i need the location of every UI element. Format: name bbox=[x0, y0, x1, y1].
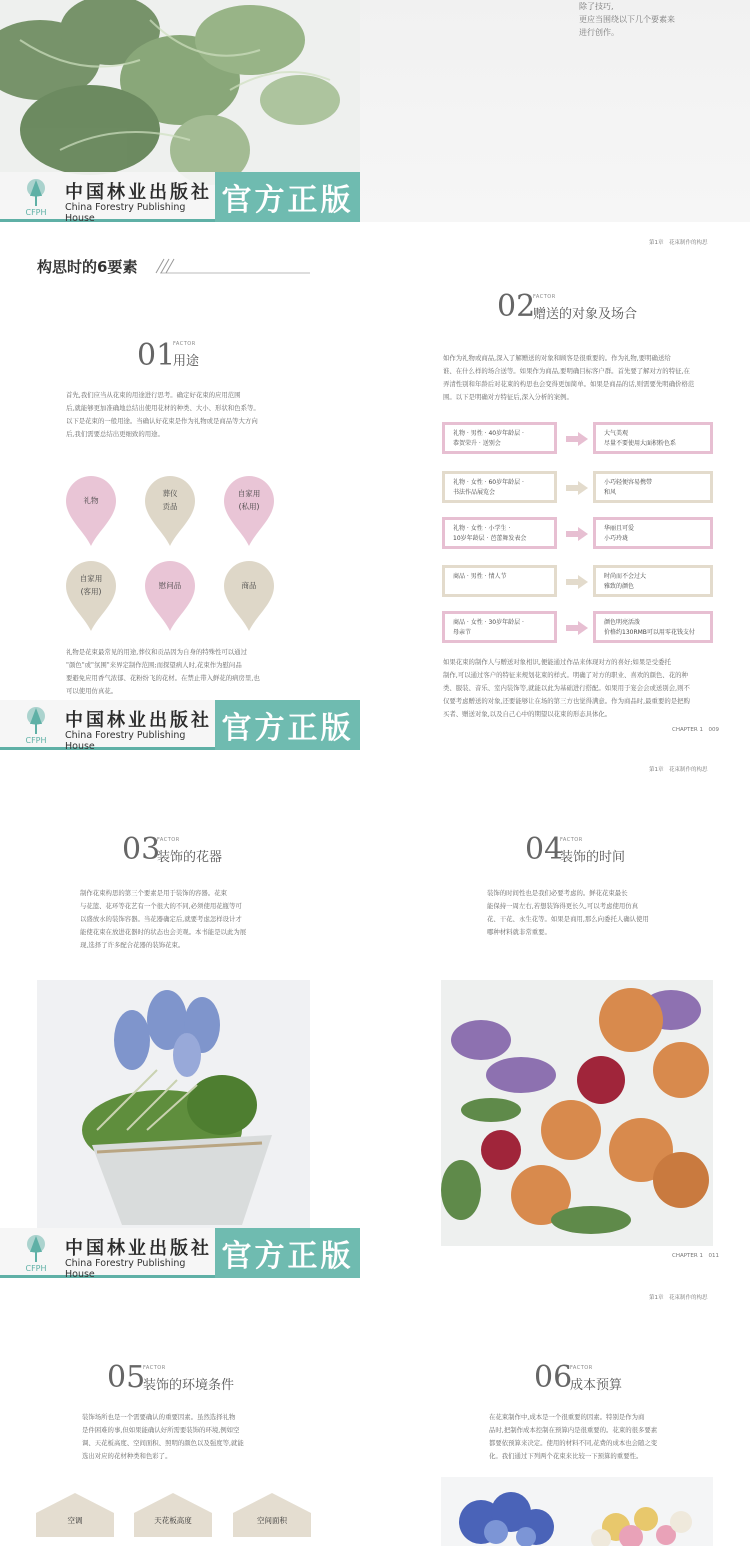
arrow-right-icon bbox=[566, 526, 588, 540]
factor-title: 用途 bbox=[173, 354, 200, 369]
flow-condition-box bbox=[442, 611, 557, 643]
publisher-panel bbox=[0, 1228, 215, 1278]
intro-note-line: 更应当围绕以下几个要素来 bbox=[579, 15, 675, 24]
environment-house bbox=[36, 1493, 114, 1537]
factor-label: FACTOR bbox=[533, 294, 556, 300]
factor-number: 05 bbox=[107, 1360, 146, 1395]
factor-number: 04 bbox=[525, 832, 564, 867]
pin-shape-icon bbox=[224, 561, 274, 633]
publisher-en-name: China Forestry Publishing House bbox=[65, 1258, 186, 1280]
flow-text: 大气美观 bbox=[604, 430, 629, 437]
page-header: 第1章 花束制作的构思 bbox=[649, 240, 708, 246]
usage-pin bbox=[145, 561, 195, 633]
arrow-right-icon bbox=[566, 480, 588, 494]
chapter-footer: CHAPTER 1 011 bbox=[672, 1253, 719, 1259]
watermark-banner bbox=[0, 1228, 360, 1278]
watermark-banner bbox=[0, 172, 360, 222]
text-line: 与花篮、花环等花艺有一个很大的不同,必须使用花瓶等可 bbox=[80, 902, 242, 910]
text-line: 如果花束的制作人与赠送对象相识,便能通过作品来体现对方的喜好;如果是受委托 bbox=[443, 658, 671, 666]
flow-condition-box bbox=[442, 422, 557, 454]
intro-note-line: 进行创作。 bbox=[579, 28, 619, 37]
factor-label: FACTOR bbox=[157, 837, 180, 843]
factor-title: 装饰的时间 bbox=[560, 850, 626, 865]
arrow-right-icon bbox=[566, 574, 588, 588]
text-line: 品时,把制作成本控制在预算内是很重要的。花束的很多要素 bbox=[489, 1426, 658, 1434]
official-badge bbox=[215, 1228, 360, 1278]
publisher-cn-name: 中国林业出版社 bbox=[65, 710, 212, 731]
factor-title: 装饰的花器 bbox=[157, 850, 223, 865]
pin-label: (私用) bbox=[238, 502, 260, 511]
bouquet-comparison-photo bbox=[441, 1477, 713, 1546]
factor-body-2 bbox=[443, 656, 718, 721]
text-line: 可以使用仿真花。 bbox=[66, 687, 118, 695]
watermark-banner bbox=[0, 700, 360, 750]
flow-text: 小巧轻便容易携带 bbox=[604, 479, 653, 486]
text-line: 现,选择了许多配合花器的装饰花束。 bbox=[80, 941, 185, 949]
usage-pin bbox=[224, 476, 274, 548]
factor-number: 03 bbox=[122, 832, 161, 867]
text-line: 制作,可以通过客户的特征来规划花束的样式。明确了对方的职业、喜欢的颜色、花的种 bbox=[443, 671, 688, 679]
flow-text: 母亲节 bbox=[453, 629, 472, 636]
text-line: 首先,我们应当从花束的用途进行思考。确定好花束的应用范围 bbox=[66, 391, 241, 399]
page-header: 第1章 花束制作的构思 bbox=[649, 1295, 708, 1301]
pin-label: 礼物 bbox=[83, 495, 99, 505]
publisher-logo-icon bbox=[16, 1232, 56, 1274]
flow-condition-box bbox=[442, 471, 557, 503]
factor-label: FACTOR bbox=[570, 1365, 593, 1371]
flow-condition-box bbox=[442, 565, 557, 597]
pin-label: 自家用 bbox=[237, 489, 261, 498]
factor-number: 06 bbox=[534, 1360, 573, 1395]
flow-text: 雅致的颜色 bbox=[604, 583, 635, 590]
text-line: 化。我们通过下列两个花束来比较一下预算的重要性。 bbox=[489, 1452, 643, 1460]
factor-number: 01 bbox=[137, 338, 176, 373]
publisher-panel bbox=[0, 700, 215, 750]
flow-text: 礼物 · 女性 · 小学生 · bbox=[453, 525, 511, 532]
factor-label: FACTOR bbox=[173, 341, 196, 347]
official-label: 官方正版 bbox=[221, 711, 354, 746]
publisher-logo-icon bbox=[16, 704, 56, 746]
text-line: "颜色"或"氛围"来界定制作范围;而探望病人时,花束作为慰问品 bbox=[66, 661, 242, 669]
flow-condition-box bbox=[442, 517, 557, 549]
text-line: 要避免应用香气浓郁、花粉纷飞的花材。在禁止带入鲜花的病房里,也 bbox=[66, 674, 260, 682]
usage-pin bbox=[224, 561, 274, 633]
flow-result-box bbox=[593, 611, 713, 643]
house-label: 天花板高度 bbox=[154, 1516, 192, 1525]
official-label: 官方正版 bbox=[221, 1239, 354, 1274]
factor-body bbox=[80, 887, 280, 952]
flow-text: 书法作品展览会 bbox=[453, 489, 496, 496]
text-line: 以盛放水的装饰容器。当花器确定后,就要考虑怎样设计才 bbox=[80, 915, 242, 923]
factor-label: FACTOR bbox=[143, 1365, 166, 1371]
text-line: 调、天花板高度、空间面积、照明的颜色以及强度等,就能 bbox=[82, 1439, 244, 1447]
pin-label: 商品 bbox=[241, 580, 257, 590]
environment-house bbox=[134, 1493, 212, 1537]
flow-text: 商品 · 男性 · 情人节 bbox=[453, 573, 507, 580]
flow-text: 尽量不要使用大面积粉色系 bbox=[604, 440, 677, 447]
hyacinth-vase-photo bbox=[37, 980, 310, 1228]
factor-body bbox=[487, 887, 677, 939]
factor-title: 赠送的对象及场合 bbox=[533, 307, 638, 322]
house-label: 空调 bbox=[67, 1516, 83, 1525]
publisher-en-name: China Forestry Publishing House bbox=[65, 202, 186, 224]
pin-label: 自家用 bbox=[79, 574, 103, 583]
text-line: 都要依预算来决定。使用的材料不同,花费的成本也会随之变 bbox=[489, 1439, 658, 1447]
usage-pin bbox=[145, 476, 195, 548]
factor-body bbox=[443, 352, 718, 404]
factor-body bbox=[489, 1411, 679, 1463]
flow-result-box bbox=[593, 517, 713, 549]
pin-shape-icon bbox=[66, 476, 116, 548]
text-line: 能使花束在放进花器时的状态也会美观。本书能是以此为展 bbox=[80, 928, 247, 936]
official-label: 官方正版 bbox=[221, 183, 354, 218]
flow-result-box bbox=[593, 422, 713, 454]
factor-body bbox=[82, 1411, 272, 1463]
usage-pin bbox=[66, 476, 116, 548]
text-line: 如作为礼物或商品,深入了解赠送的对象和顾客是很重要的。作为礼物,要明确送给 bbox=[443, 354, 671, 362]
svg-text:CFPH: CFPH bbox=[25, 1264, 47, 1273]
text-line: 弄清性别和年龄后对花束的构思也会变得更加简单。如果是商品的话,则需要先明确价格范 bbox=[443, 380, 695, 388]
flow-text: 价格约130RMB可以用零花钱支付 bbox=[604, 629, 695, 636]
pin-label: (客用) bbox=[80, 587, 102, 596]
flow-text: 礼物 · 男性 · 40岁年龄层 · bbox=[453, 430, 524, 437]
pin-label: 贡品 bbox=[162, 502, 178, 511]
factor-body bbox=[66, 389, 286, 441]
page-header: 第1章 花束制作的构思 bbox=[649, 767, 708, 773]
text-line: 装饰的时间性也是我们必要考虑的。鲜花花束最长 bbox=[487, 889, 628, 897]
section-title: 构思时的6要素 bbox=[37, 258, 138, 276]
flow-result-box bbox=[593, 565, 713, 597]
intro-note-line: 除了技巧, bbox=[579, 2, 614, 11]
flow-text: 华丽且可爱 bbox=[604, 525, 635, 532]
text-line: 围。以下是明确对方特征后,深入分析的案例。 bbox=[443, 393, 573, 401]
factor-title: 装饰的环境条件 bbox=[143, 1378, 235, 1393]
flow-result-box bbox=[593, 471, 713, 503]
text-line: 装饰场所也是一个需要确认的重要因素。虽然选择礼物 bbox=[82, 1413, 236, 1421]
flow-text: 时尚而不会过大 bbox=[604, 573, 647, 580]
title-decoration bbox=[150, 257, 310, 275]
svg-text:CFPH: CFPH bbox=[25, 736, 47, 745]
text-line: 是件困难的事,但如果能确认好所需要装饰的环境,例如空 bbox=[82, 1426, 240, 1434]
text-line: 仅要考虑赠送的对象,还要能够让在场的第三方也觉得满意。作为商品时,最重要的是把购 bbox=[443, 697, 690, 705]
text-line: 买者、赠送对象,以及自己心中的期望以花束的形态具体化。 bbox=[443, 710, 612, 718]
pin-label: 慰问品 bbox=[158, 580, 182, 590]
text-line: 后,就能够更加准确地总结出使用花材的种类、大小、形状和色系等。 bbox=[66, 404, 260, 412]
factor-number: 02 bbox=[497, 289, 536, 324]
pin-label: 葬仪 bbox=[162, 489, 178, 498]
text-line: 哪种材料就非常重要。 bbox=[487, 928, 551, 936]
text-line: 在花束制作中,成本是一个很重要的因素。特别是作为商 bbox=[489, 1413, 645, 1421]
publisher-cn-name: 中国林业出版社 bbox=[65, 182, 212, 203]
text-line: 礼物是花束最常见的用途,葬仪和贡品因为自身的特殊性可以通过 bbox=[66, 648, 247, 656]
mixed-bouquet-photo bbox=[441, 980, 713, 1246]
intro-note bbox=[579, 0, 675, 39]
usage-pin bbox=[66, 561, 116, 633]
flow-text: 礼物 · 女性 · 60岁年龄层 · bbox=[453, 479, 524, 486]
publisher-panel bbox=[0, 172, 215, 222]
flow-text: 商品 · 女性 · 30岁年龄层 · bbox=[453, 619, 524, 626]
flow-text: 颜色明亮活泼 bbox=[604, 619, 641, 626]
official-badge bbox=[215, 172, 360, 222]
text-line: 后,我们需要总结出更细致的用途。 bbox=[66, 430, 164, 438]
text-line: 花、干花、永生花等。如果是商用,那么向委托人确认使用 bbox=[487, 915, 649, 923]
greenery-photo bbox=[0, 0, 360, 200]
flow-text: 10岁年龄层 · 芭蕾舞发表会 bbox=[453, 535, 527, 542]
factor-label: FACTOR bbox=[560, 837, 583, 843]
flow-text: 小巧玲珑 bbox=[604, 535, 629, 542]
official-badge bbox=[215, 700, 360, 750]
text-line: 谁、在什么样的场合送等。如果作为商品,要明确目标客户群。首先要了解对方的特征,在 bbox=[443, 367, 690, 375]
factor-title: 成本预算 bbox=[570, 1378, 623, 1393]
factor-body-2 bbox=[66, 646, 288, 698]
arrow-right-icon bbox=[566, 620, 588, 634]
pin-shape-icon bbox=[145, 561, 195, 633]
flow-text: 和风 bbox=[604, 489, 617, 496]
text-line: 选出对应的花材种类和色彩了。 bbox=[82, 1452, 172, 1460]
arrow-right-icon bbox=[566, 431, 588, 445]
text-line: 类、服装、音乐、室内装饰等,就能以此为基础进行搭配。如果用于宴会会或送别会,则不 bbox=[443, 684, 690, 692]
text-line: 以下是花束的一般用途。当确认好花束是作为礼物或是商品等大方向 bbox=[66, 417, 258, 425]
publisher-logo-icon bbox=[16, 176, 56, 218]
svg-text:CFPH: CFPH bbox=[25, 208, 47, 217]
chapter-footer: CHAPTER 1 009 bbox=[672, 727, 719, 733]
environment-house bbox=[233, 1493, 311, 1537]
text-line: 制作花束构思的第三个要素是用于装饰的容器。花束 bbox=[80, 889, 227, 897]
house-label: 空间面积 bbox=[257, 1516, 287, 1525]
text-line: 能保持一周左右,若想装饰得更长久,可以考虑使用仿真 bbox=[487, 902, 639, 910]
publisher-en-name: China Forestry Publishing House bbox=[65, 730, 186, 752]
publisher-cn-name: 中国林业出版社 bbox=[65, 1238, 212, 1259]
flow-text: 恭贺荣升 · 送别会 bbox=[453, 440, 501, 447]
